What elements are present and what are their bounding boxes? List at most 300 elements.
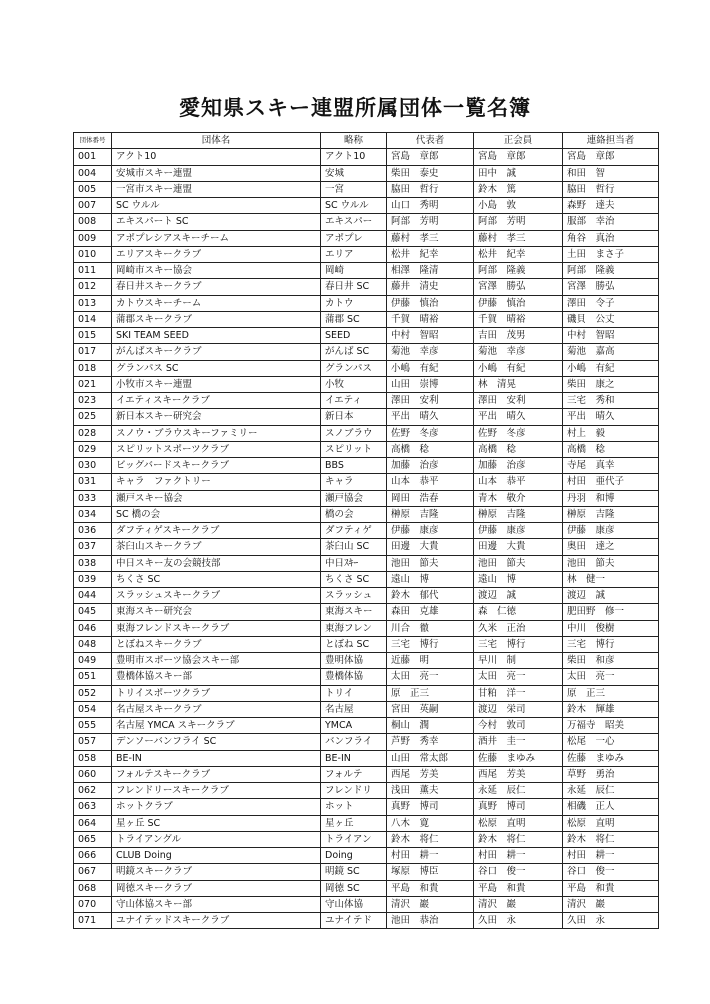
cell-certified-member: 甘粕 洋一 [474,685,563,701]
cell-representative: 近藤 明 [387,653,474,669]
cell-representative: 太田 亮一 [387,669,474,685]
table-row [74,880,659,896]
cell-certified-member: 遠山 博 [474,571,563,587]
cell-representative: 鈴木 将仁 [387,831,474,847]
cell-certified-member: 早川 制 [474,653,563,669]
cell-contact-person: 澤田 令子 [563,295,659,311]
cell-group-name: ホットクラブ [112,799,321,815]
cell-group-number: 013 [74,295,112,311]
table-row [74,376,659,392]
cell-contact-person: 磯貝 公丈 [563,311,659,327]
cell-abbreviation: 岡徳 SC [321,880,387,896]
cell-certified-member: 小島 敦 [474,198,563,214]
cell-representative: 小嶋 有紀 [387,360,474,376]
cell-contact-person: 榊原 吉隆 [563,506,659,522]
cell-representative: 榊原 吉隆 [387,506,474,522]
table-row [74,490,659,506]
cell-representative: 宮島 章郎 [387,149,474,165]
table-row [74,766,659,782]
cell-certified-member: 澤田 安利 [474,393,563,409]
cell-representative: 千賀 晴裕 [387,311,474,327]
cell-abbreviation: とぼね SC [321,636,387,652]
cell-contact-person: 久田 永 [563,913,659,929]
cell-abbreviation: 新日本 [321,409,387,425]
cell-abbreviation: 橋の会 [321,506,387,522]
cell-representative: 鈴木 郁代 [387,588,474,604]
cell-certified-member: 森 仁徳 [474,604,563,620]
cell-abbreviation: Doing [321,848,387,864]
cell-abbreviation: アクト10 [321,149,387,165]
cell-abbreviation: がんば SC [321,344,387,360]
cell-group-number: 055 [74,718,112,734]
page-title: 愛知県スキー連盟所属団体一覧名簿 [179,96,531,120]
cell-group-name: 東海フレンドスキークラブ [112,620,321,636]
table-row [74,458,659,474]
cell-abbreviation: 明鏡 SC [321,864,387,880]
cell-representative: 田邊 大貴 [387,539,474,555]
cell-representative: 中村 智昭 [387,328,474,344]
cell-group-number: 023 [74,393,112,409]
cell-group-name: 岡徳スキークラブ [112,880,321,896]
table-row [74,506,659,522]
cell-contact-person: 宮島 章郎 [563,149,659,165]
header-representative: 代表者 [387,133,474,149]
cell-contact-person: 佐藤 まゆみ [563,750,659,766]
cell-contact-person: 原 正三 [563,685,659,701]
table-row [74,181,659,197]
cell-certified-member: 渡辺 栄司 [474,701,563,717]
cell-abbreviation: BE-IN [321,750,387,766]
cell-representative: 山口 秀明 [387,198,474,214]
table-row [74,913,659,929]
cell-abbreviation: アポプレ [321,230,387,246]
cell-abbreviation: トライアン [321,831,387,847]
cell-contact-person: 柴田 康之 [563,376,659,392]
cell-contact-person: 清沢 巖 [563,896,659,912]
cell-contact-person: 宮澤 勝弘 [563,279,659,295]
cell-certified-member: 鈴木 篤 [474,181,563,197]
header-abbreviation: 略称 [321,133,387,149]
cell-group-name: アクト10 [112,149,321,165]
table-row [74,799,659,815]
cell-representative: 池田 節夫 [387,555,474,571]
cell-representative: 柴田 泰史 [387,165,474,181]
cell-certified-member: 佐野 冬彦 [474,425,563,441]
cell-certified-member: 三宅 博行 [474,636,563,652]
cell-abbreviation: フォルテ [321,766,387,782]
table-row [74,636,659,652]
cell-group-number: 028 [74,425,112,441]
cell-group-number: 018 [74,360,112,376]
member-group-table [73,132,659,929]
cell-abbreviation: エリア [321,246,387,262]
cell-group-name: アポプレシアスキーチーム [112,230,321,246]
cell-contact-person: 鈴木 輝雄 [563,701,659,717]
cell-representative: 村田 耕一 [387,848,474,864]
cell-certified-member: 永延 辰仁 [474,783,563,799]
cell-certified-member: 松井 紀幸 [474,246,563,262]
cell-representative: 阿部 芳明 [387,214,474,230]
cell-group-number: 034 [74,506,112,522]
cell-abbreviation: スピリット [321,441,387,457]
cell-group-number: 036 [74,523,112,539]
cell-group-number: 064 [74,815,112,831]
cell-certified-member: 宮島 章郎 [474,149,563,165]
cell-group-number: 005 [74,181,112,197]
cell-group-name: 名古屋スキークラブ [112,701,321,717]
cell-group-name: 明鏡スキークラブ [112,864,321,880]
table-row [74,295,659,311]
cell-contact-person: 中村 智昭 [563,328,659,344]
cell-group-number: 025 [74,409,112,425]
table-row [74,409,659,425]
cell-abbreviation: スラッシュ [321,588,387,604]
cell-group-number: 046 [74,620,112,636]
cell-group-name: スピリットスポーツクラブ [112,441,321,457]
cell-group-name: ダフティゲスキークラブ [112,523,321,539]
cell-group-name: フレンドリースキークラブ [112,783,321,799]
cell-abbreviation: 小牧 [321,376,387,392]
cell-abbreviation: 守山体協 [321,896,387,912]
cell-group-number: 009 [74,230,112,246]
cell-representative: 平出 晴久 [387,409,474,425]
cell-representative: 藤村 孝三 [387,230,474,246]
cell-abbreviation: キャラ [321,474,387,490]
cell-contact-person: 和田 智 [563,165,659,181]
table-row [74,718,659,734]
cell-contact-person: 草野 勇治 [563,766,659,782]
cell-contact-person: 平島 和貴 [563,880,659,896]
table-row [74,620,659,636]
table-row [74,165,659,181]
header-group-number: 団体番号 [74,133,112,149]
cell-group-number: 067 [74,864,112,880]
cell-abbreviation: イエティ [321,393,387,409]
cell-group-number: 068 [74,880,112,896]
cell-group-number: 007 [74,198,112,214]
cell-representative: 岡田 浩春 [387,490,474,506]
cell-group-number: 045 [74,604,112,620]
table-row [74,311,659,327]
cell-group-number: 066 [74,848,112,864]
cell-certified-member: 平出 晴久 [474,409,563,425]
cell-contact-person: 万福寺 昭美 [563,718,659,734]
table-row [74,848,659,864]
table-row [74,344,659,360]
cell-group-name: 新日本スキー研究会 [112,409,321,425]
table-row [74,425,659,441]
cell-group-name: 瀬戸スキー協会 [112,490,321,506]
cell-representative: 三宅 博行 [387,636,474,652]
cell-group-name: スラッシュスキークラブ [112,588,321,604]
cell-group-name: SC ウルル [112,198,321,214]
cell-abbreviation: 瀬戸協会 [321,490,387,506]
cell-abbreviation: 東海スキー [321,604,387,620]
cell-contact-person: 永延 辰仁 [563,783,659,799]
cell-group-number: 038 [74,555,112,571]
cell-representative: 桐山 潤 [387,718,474,734]
table-row [74,360,659,376]
cell-certified-member: 佐藤 まゆみ [474,750,563,766]
cell-certified-member: 池田 節夫 [474,555,563,571]
cell-group-number: 063 [74,799,112,815]
cell-contact-person: 村田 耕一 [563,848,659,864]
table-row [74,230,659,246]
cell-group-number: 033 [74,490,112,506]
cell-abbreviation: 星ヶ丘 [321,815,387,831]
table-row [74,815,659,831]
table-row [74,393,659,409]
cell-group-name: エキスパート SC [112,214,321,230]
cell-group-name: キャラ ファクトリー [112,474,321,490]
table-row [74,441,659,457]
cell-representative: 西尾 芳美 [387,766,474,782]
cell-group-number: 010 [74,246,112,262]
cell-representative: 脇田 哲行 [387,181,474,197]
cell-contact-person: 奥田 達之 [563,539,659,555]
cell-group-number: 051 [74,669,112,685]
table-row [74,734,659,750]
table-row [74,783,659,799]
cell-contact-person: 寺尾 真幸 [563,458,659,474]
cell-certified-member: 酒井 圭一 [474,734,563,750]
cell-group-name: デンソーバンフライ SC [112,734,321,750]
cell-group-name: CLUB Doing [112,848,321,864]
cell-group-name: がんばスキークラブ [112,344,321,360]
cell-contact-person: 平出 晴久 [563,409,659,425]
cell-certified-member: 阿部 隆義 [474,263,563,279]
cell-certified-member: 太田 亮一 [474,669,563,685]
cell-certified-member: 久田 永 [474,913,563,929]
table-row [74,750,659,766]
cell-group-number: 065 [74,831,112,847]
cell-group-number: 029 [74,441,112,457]
cell-contact-person: 森野 達夫 [563,198,659,214]
cell-group-name: SC 橋の会 [112,506,321,522]
cell-certified-member: 伊藤 慎治 [474,295,563,311]
table-row [74,701,659,717]
cell-certified-member: 西尾 芳美 [474,766,563,782]
cell-contact-person: 脇田 哲行 [563,181,659,197]
cell-certified-member: 久米 正治 [474,620,563,636]
cell-certified-member: 真野 博司 [474,799,563,815]
cell-group-name: 守山体協スキー部 [112,896,321,912]
cell-group-name: 春日井スキークラブ [112,279,321,295]
cell-group-name: 星ヶ丘 SC [112,815,321,831]
cell-abbreviation: 豊明体協 [321,653,387,669]
cell-group-name: SKI TEAM SEED [112,328,321,344]
cell-group-name: グランパス SC [112,360,321,376]
table-row [74,328,659,344]
cell-group-name: 名古屋 YMCA スキークラブ [112,718,321,734]
cell-group-name: 中日スキー友の会競技部 [112,555,321,571]
cell-abbreviation: 東海フレン [321,620,387,636]
cell-certified-member: 林 清晃 [474,376,563,392]
cell-certified-member: 高橋 稔 [474,441,563,457]
table-row [74,588,659,604]
cell-group-number: 031 [74,474,112,490]
table-row [74,571,659,587]
cell-group-number: 054 [74,701,112,717]
cell-contact-person: 松原 直明 [563,815,659,831]
cell-contact-person: 高橋 稔 [563,441,659,457]
cell-certified-member: 山本 恭平 [474,474,563,490]
cell-group-number: 021 [74,376,112,392]
cell-abbreviation: ダフティゲ [321,523,387,539]
table-row [74,555,659,571]
header-contact-person: 連絡担当者 [563,133,659,149]
cell-group-number: 012 [74,279,112,295]
table-row [74,279,659,295]
cell-certified-member: 宮澤 勝弘 [474,279,563,295]
cell-group-number: 058 [74,750,112,766]
cell-certified-member: 藤村 孝三 [474,230,563,246]
cell-representative: 菊池 幸彦 [387,344,474,360]
cell-group-name: ビッグバードスキークラブ [112,458,321,474]
cell-representative: 加藤 治彦 [387,458,474,474]
cell-group-number: 048 [74,636,112,652]
cell-abbreviation: BBS [321,458,387,474]
table-row [74,523,659,539]
cell-group-number: 049 [74,653,112,669]
cell-certified-member: 阿部 芳明 [474,214,563,230]
cell-contact-person: 阿部 隆義 [563,263,659,279]
cell-abbreviation: 茶臼山 SC [321,539,387,555]
cell-abbreviation: 名古屋 [321,701,387,717]
cell-contact-person: 谷口 俊一 [563,864,659,880]
cell-representative: 高橋 稔 [387,441,474,457]
cell-representative: 真野 博司 [387,799,474,815]
cell-representative: 浅田 薫夫 [387,783,474,799]
cell-abbreviation: ちくさ SC [321,571,387,587]
table-row [74,653,659,669]
cell-representative: 塚原 博臣 [387,864,474,880]
cell-representative: 清沢 巖 [387,896,474,912]
cell-certified-member: 田邊 大貴 [474,539,563,555]
cell-group-name: トライアングル [112,831,321,847]
cell-representative: 松井 紀幸 [387,246,474,262]
cell-contact-person: 渡辺 誠 [563,588,659,604]
cell-representative: 伊藤 慎治 [387,295,474,311]
cell-group-number: 001 [74,149,112,165]
header-certified-member: 正会員 [474,133,563,149]
cell-certified-member: 加藤 治彦 [474,458,563,474]
cell-group-name: イエティスキークラブ [112,393,321,409]
cell-abbreviation: YMCA [321,718,387,734]
cell-representative: 原 正三 [387,685,474,701]
table-row [74,539,659,555]
cell-group-name: 岡崎市スキー協会 [112,263,321,279]
cell-certified-member: 鈴木 将仁 [474,831,563,847]
cell-abbreviation: ホット [321,799,387,815]
cell-group-name: 蒲郡スキークラブ [112,311,321,327]
cell-group-name: 安城市スキー連盟 [112,165,321,181]
cell-abbreviation: スノブラウ [321,425,387,441]
cell-representative: 芦野 秀幸 [387,734,474,750]
cell-representative: 川合 徹 [387,620,474,636]
cell-representative: 佐野 冬彦 [387,425,474,441]
cell-group-number: 052 [74,685,112,701]
cell-contact-person: 村田 亜代子 [563,474,659,490]
table-row [74,896,659,912]
header-group-name: 団体名 [112,133,321,149]
cell-contact-person: 太田 亮一 [563,669,659,685]
cell-group-name: 一宮市スキー連盟 [112,181,321,197]
cell-group-name: フォルテスキークラブ [112,766,321,782]
cell-group-name: ユナイテッドスキークラブ [112,913,321,929]
cell-group-name: エリアスキークラブ [112,246,321,262]
cell-representative: 相澤 隆清 [387,263,474,279]
cell-group-number: 071 [74,913,112,929]
cell-group-name: ちくさ SC [112,571,321,587]
table-header-row [74,133,659,149]
cell-group-number: 014 [74,311,112,327]
cell-representative: 伊藤 康彦 [387,523,474,539]
cell-contact-person: 服部 幸治 [563,214,659,230]
cell-contact-person: 松尾 一心 [563,734,659,750]
table-row [74,246,659,262]
cell-contact-person: 小嶋 有紀 [563,360,659,376]
cell-certified-member: 吉田 茂男 [474,328,563,344]
cell-group-number: 017 [74,344,112,360]
cell-contact-person: 柴田 和彦 [563,653,659,669]
cell-representative: 平島 和貴 [387,880,474,896]
cell-contact-person: 伊藤 康彦 [563,523,659,539]
cell-abbreviation: エキスパー [321,214,387,230]
cell-representative: 山本 恭平 [387,474,474,490]
cell-abbreviation: SC ウルル [321,198,387,214]
cell-certified-member: 清沢 巖 [474,896,563,912]
table-row [74,263,659,279]
cell-abbreviation: 豊橋体協 [321,669,387,685]
cell-abbreviation: フレンドリ [321,783,387,799]
cell-certified-member: 渡辺 誠 [474,588,563,604]
cell-representative: 山田 崇博 [387,376,474,392]
cell-abbreviation: ユナイテド [321,913,387,929]
cell-group-name: カトウスキーチーム [112,295,321,311]
cell-contact-person: 相磯 正人 [563,799,659,815]
cell-group-number: 008 [74,214,112,230]
cell-group-number: 011 [74,263,112,279]
cell-representative: 澤田 安利 [387,393,474,409]
cell-representative: 八木 寛 [387,815,474,831]
cell-group-name: トリイスポーツクラブ [112,685,321,701]
cell-certified-member: 松原 直明 [474,815,563,831]
cell-contact-person: 中川 俊樹 [563,620,659,636]
cell-representative: 遠山 博 [387,571,474,587]
cell-group-name: とぼねスキークラブ [112,636,321,652]
table-body [74,149,659,929]
cell-group-name: 茶臼山スキークラブ [112,539,321,555]
cell-group-number: 015 [74,328,112,344]
cell-certified-member: 今村 敦司 [474,718,563,734]
cell-certified-member: 平島 和貴 [474,880,563,896]
cell-abbreviation: グランパス [321,360,387,376]
cell-contact-person: 菊池 嘉高 [563,344,659,360]
cell-group-number: 044 [74,588,112,604]
cell-abbreviation: 安城 [321,165,387,181]
table-row [74,214,659,230]
table-row [74,669,659,685]
table-row [74,604,659,620]
cell-group-number: 039 [74,571,112,587]
cell-representative: 山田 常太郎 [387,750,474,766]
cell-certified-member: 村田 耕一 [474,848,563,864]
cell-contact-person: 三宅 博行 [563,636,659,652]
cell-abbreviation: 岡崎 [321,263,387,279]
cell-group-number: 060 [74,766,112,782]
cell-representative: 池田 恭治 [387,913,474,929]
